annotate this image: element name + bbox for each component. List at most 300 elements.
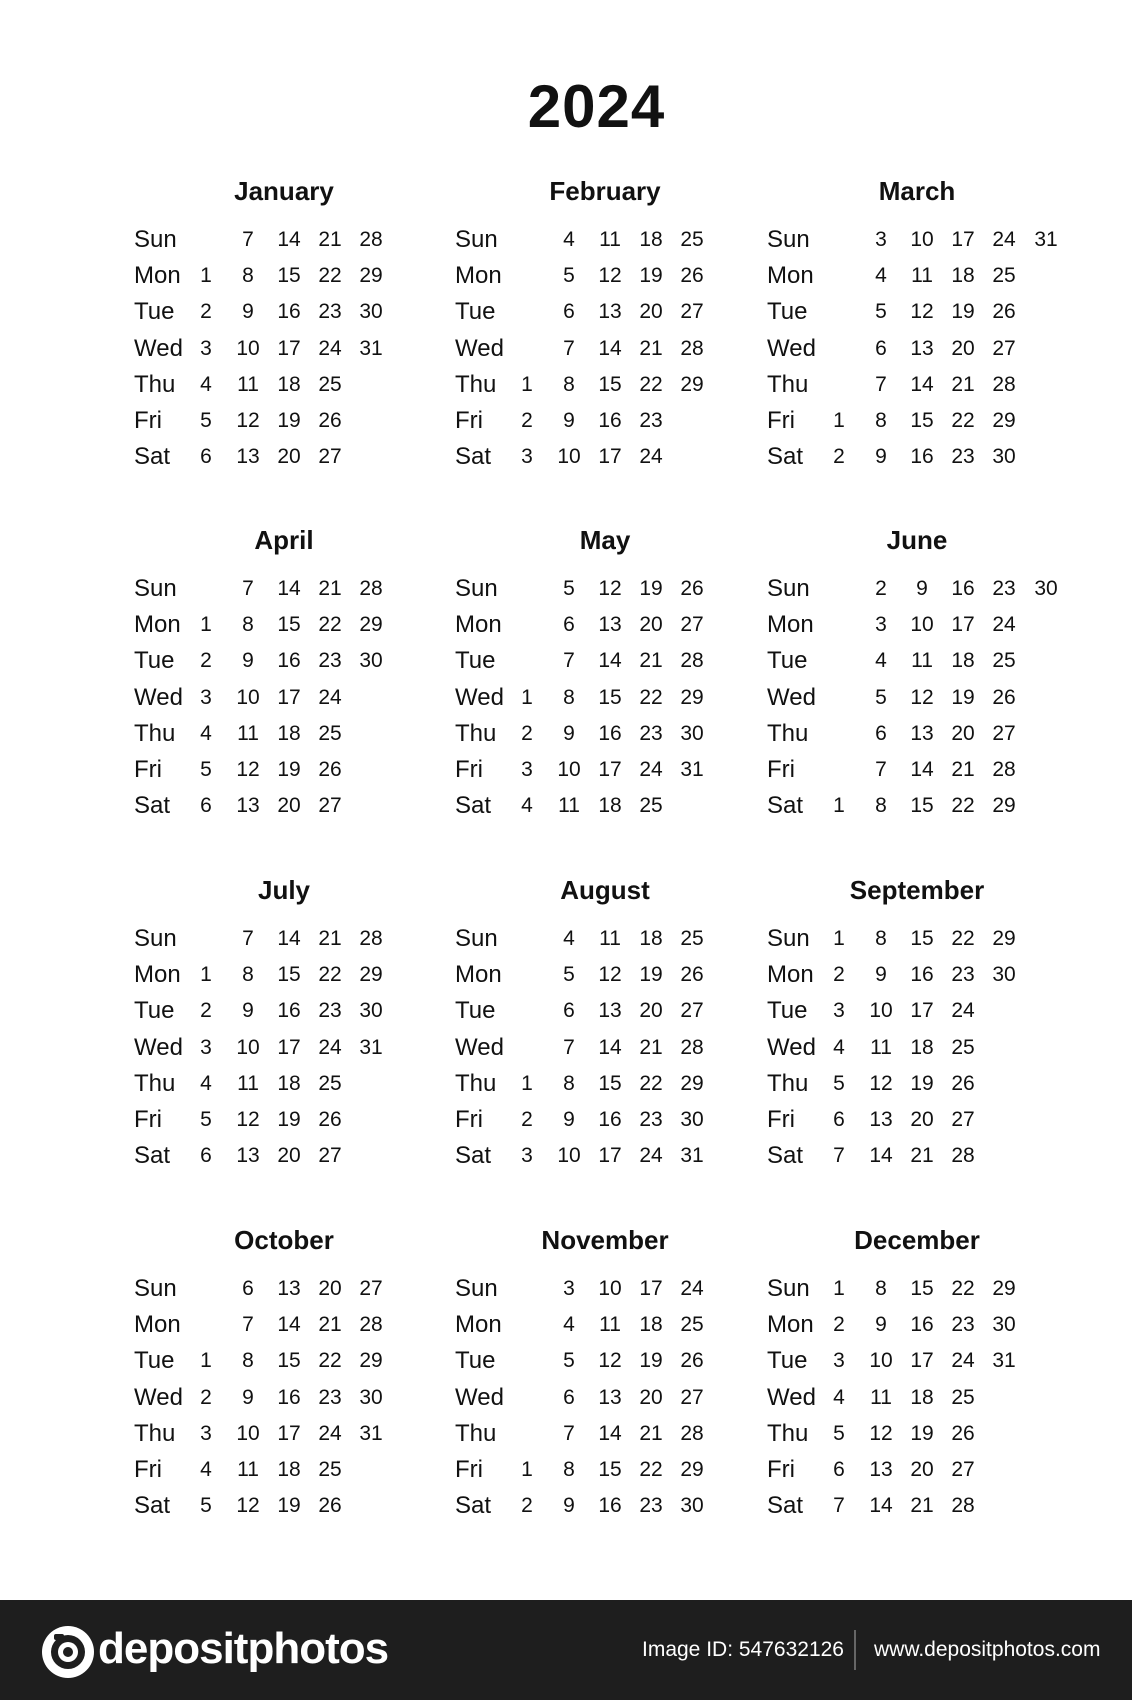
day-cell: 22 [318,1349,342,1373]
day-cell: 10 [598,1277,622,1300]
weekday-row [134,1420,484,1454]
day-cell: 19 [639,264,663,288]
day-cell: 30 [992,963,1016,987]
day-cell: 22 [639,1071,663,1095]
day-cell: 13 [598,613,622,637]
weekday-row [767,575,1117,609]
day-cell: 18 [598,794,622,818]
day-cell: 11 [237,1071,259,1095]
day-cell: 11 [599,228,621,251]
day-cell: 20 [277,1144,301,1168]
day-cell: 17 [598,445,622,469]
day-cell: 30 [359,999,383,1023]
day-cell: 13 [598,300,622,324]
day-cell: 28 [951,1144,975,1168]
day-cell: 20 [318,1277,342,1300]
day-cell: 24 [318,1421,342,1445]
day-cell: 27 [951,1108,975,1131]
weekday-label: Sat [134,1492,171,1520]
day-cell: 18 [910,1035,934,1059]
day-cell: 26 [318,1494,342,1518]
day-cell: 25 [680,1313,704,1337]
weekday-label: Fri [134,407,162,434]
weekday-row [455,407,805,441]
day-cell: 14 [598,649,622,673]
day-cell: 27 [992,336,1016,360]
day-cell: 20 [639,613,663,637]
day-cell: 8 [242,1349,254,1373]
weekday-label: Thu [455,719,497,747]
weekday-row [134,226,484,260]
weekday-row [767,1420,1117,1454]
day-cell: 21 [910,1144,934,1168]
weekday-label: Sat [767,1492,804,1520]
day-cell: 6 [833,1108,845,1131]
site-link[interactable]: www.depositphotos.com [874,1638,1101,1661]
day-cell: 15 [910,794,934,818]
day-cell: 8 [563,1458,575,1481]
weekday-row [455,1492,805,1526]
day-cell: 2 [200,1385,212,1409]
day-cell: 21 [951,372,975,396]
day-cell: 23 [639,1494,663,1518]
weekday-label: Fri [455,1106,483,1133]
weekday-row [455,443,805,477]
day-cell: 8 [875,794,887,818]
day-cell: 27 [359,1277,383,1300]
month-name: October [234,1225,334,1255]
weekday-row [767,720,1117,754]
weekday-label: Sat [767,792,804,820]
day-cell: 1 [521,1071,533,1095]
day-cell: 25 [318,1458,342,1481]
day-cell: 29 [680,1458,704,1481]
weekday-row [767,756,1117,790]
day-cell: 16 [598,721,622,745]
day-cell: 15 [277,613,301,637]
weekday-row [455,1142,805,1176]
day-cell: 21 [318,577,342,600]
weekday-label: Mon [455,611,502,639]
weekday-label: Wed [455,1383,504,1411]
day-cell: 13 [910,336,934,360]
weekday-row [134,1070,484,1104]
day-cell: 5 [833,1071,845,1095]
weekday-label: Sat [767,443,804,471]
weekday-label: Mon [767,961,814,989]
day-cell: 7 [563,1421,575,1445]
weekday-label: Tue [134,997,175,1025]
day-cell: 19 [910,1071,934,1095]
day-cell: 13 [598,1385,622,1409]
day-cell: 24 [318,336,342,360]
day-cell: 5 [875,300,887,324]
day-cell: 26 [680,963,704,987]
day-cell: 15 [598,1071,622,1095]
weekday-label: Tue [455,1347,496,1375]
weekday-label: Fri [767,1456,795,1483]
day-cell: 3 [200,1035,212,1059]
day-cell: 24 [318,685,342,709]
day-cell: 28 [951,1494,975,1518]
year-title: 2024 [527,73,666,140]
day-cell: 18 [277,1071,301,1095]
weekday-label: Wed [134,1033,183,1061]
day-cell: 30 [680,1108,704,1131]
day-cell: 16 [598,409,622,432]
day-cell: 5 [200,1108,212,1131]
day-cell: 26 [951,1421,975,1445]
day-cell: 30 [359,1385,383,1409]
day-cell: 31 [359,336,383,360]
weekday-row [767,443,1117,477]
day-cell: 10 [910,613,934,637]
weekday-label: Sat [134,443,171,471]
day-cell: 9 [242,1385,254,1409]
weekday-label: Mon [767,611,814,639]
weekday-label: Tue [455,997,496,1025]
weekday-row [767,1311,1117,1345]
day-cell: 20 [277,794,301,818]
weekday-row [767,925,1117,959]
day-cell: 22 [318,264,342,288]
weekday-row [134,1384,484,1418]
day-cell: 3 [563,1277,575,1300]
weekday-label: Wed [455,1033,504,1061]
weekday-label: Wed [455,683,504,711]
day-cell: 2 [521,1108,533,1131]
day-cell: 26 [951,1071,975,1095]
day-cell: 24 [639,758,663,781]
day-cell: 6 [563,300,575,324]
day-cell: 3 [875,613,887,637]
day-cell: 9 [242,300,254,324]
day-cell: 19 [639,1349,663,1373]
day-cell: 28 [359,577,383,600]
day-cell: 18 [951,649,975,673]
day-cell: 16 [277,999,301,1023]
day-cell: 26 [680,577,704,600]
day-cell: 5 [875,685,887,709]
day-cell: 17 [277,336,301,360]
day-cell: 7 [833,1144,845,1168]
day-cell: 8 [563,372,575,396]
day-cell: 7 [563,1035,575,1059]
day-cell: 23 [318,1385,342,1409]
day-cell: 23 [951,963,975,987]
weekday-label: Wed [134,683,183,711]
weekday-label: Wed [767,1033,816,1061]
month-september [767,875,1117,1205]
day-cell: 11 [870,1035,892,1059]
day-cell: 12 [236,1108,260,1131]
day-cell: 28 [992,758,1016,781]
day-cell: 4 [563,927,575,950]
day-cell: 6 [200,1144,212,1168]
day-cell: 16 [951,577,975,600]
day-cell: 19 [277,758,301,781]
day-cell: 28 [680,1035,704,1059]
day-cell: 8 [242,264,254,288]
day-cell: 16 [910,445,934,469]
weekday-label: Tue [767,298,808,326]
day-cell: 1 [200,613,212,637]
weekday-row [134,1275,484,1309]
day-cell: 14 [277,228,301,251]
day-cell: 1 [833,409,845,432]
day-cell: 22 [951,1277,975,1300]
weekday-label: Mon [134,611,181,639]
weekday-row [767,407,1117,441]
day-cell: 27 [318,794,342,818]
day-cell: 29 [359,264,383,288]
day-cell: 12 [869,1071,893,1095]
day-cell: 28 [680,1421,704,1445]
month-june [767,525,1117,855]
day-cell: 29 [680,1071,704,1095]
day-cell: 21 [951,758,975,781]
day-cell: 14 [598,336,622,360]
day-cell: 4 [833,1035,845,1059]
weekday-label: Sun [767,925,810,952]
weekday-label: Sun [767,226,810,253]
day-cell: 29 [359,613,383,637]
day-cell: 24 [680,1277,704,1300]
day-cell: 26 [992,685,1016,709]
day-cell: 1 [833,927,845,950]
day-cell: 23 [318,649,342,673]
day-cell: 3 [521,1144,533,1168]
weekday-row [455,611,805,645]
weekday-row [455,262,805,296]
weekday-label: Tue [455,298,496,326]
day-cell: 5 [200,409,212,432]
day-cell: 6 [200,445,212,469]
day-cell: 18 [639,927,663,950]
weekday-label: Sun [455,1275,498,1302]
day-cell: 14 [277,927,301,950]
weekday-row [134,298,484,332]
day-cell: 24 [639,1144,663,1168]
day-cell: 17 [639,1277,663,1300]
day-cell: 11 [599,1313,621,1337]
weekday-row [134,575,484,609]
weekday-row [767,1275,1117,1309]
weekday-row [134,1106,484,1140]
day-cell: 13 [236,794,260,818]
weekday-label: Fri [455,756,483,783]
day-cell: 23 [951,445,975,469]
day-cell: 28 [992,372,1016,396]
day-cell: 30 [992,445,1016,469]
day-cell: 11 [237,721,259,745]
weekday-row [134,756,484,790]
day-cell: 10 [236,1035,260,1059]
day-cell: 23 [992,577,1016,600]
day-cell: 18 [910,1385,934,1409]
day-cell: 19 [910,1421,934,1445]
day-cell: 12 [236,409,260,432]
weekday-row [767,792,1117,826]
month-name: February [549,176,661,206]
day-cell: 29 [992,1277,1016,1300]
day-cell: 17 [910,999,934,1023]
day-cell: 23 [639,721,663,745]
weekday-label: Thu [767,1069,809,1097]
weekday-row [455,684,805,718]
weekday-row [455,925,805,959]
day-cell: 1 [833,1277,845,1300]
day-cell: 10 [869,1349,893,1373]
day-cell: 26 [318,1108,342,1131]
weekday-row [767,335,1117,369]
day-cell: 9 [563,409,575,432]
day-cell: 8 [242,963,254,987]
weekday-row [455,961,805,995]
weekday-label: Sun [767,575,810,602]
day-cell: 23 [318,300,342,324]
brand-name: depositphotos [98,1624,389,1673]
day-cell: 31 [359,1035,383,1059]
weekday-label: Wed [767,1383,816,1411]
weekday-row [134,407,484,441]
day-cell: 1 [833,794,845,818]
weekday-label: Thu [134,1069,176,1097]
day-cell: 22 [639,685,663,709]
day-cell: 10 [869,999,893,1023]
weekday-row [134,647,484,681]
day-cell: 19 [639,577,663,600]
weekday-row [767,961,1117,995]
day-cell: 4 [200,372,212,396]
weekday-label: Wed [767,334,816,362]
day-cell: 17 [277,685,301,709]
day-cell: 17 [951,228,975,251]
day-cell: 11 [237,372,259,396]
day-cell: 8 [563,1071,575,1095]
weekday-row [134,1142,484,1176]
day-cell: 20 [639,300,663,324]
weekday-label: Sun [134,226,177,253]
month-name: July [257,875,311,905]
day-cell: 29 [680,372,704,396]
weekday-label: Sat [455,1142,492,1170]
day-cell: 7 [242,927,254,950]
weekday-label: Fri [455,1456,483,1483]
month-name: September [849,875,985,905]
weekday-label: Tue [767,997,808,1025]
day-cell: 19 [277,409,301,432]
day-cell: 12 [869,1421,893,1445]
day-cell: 25 [951,1035,975,1059]
weekday-label: Sun [455,575,498,602]
weekday-label: Mon [455,262,502,290]
day-cell: 6 [563,613,575,637]
day-cell: 14 [869,1494,893,1518]
day-cell: 19 [277,1108,301,1131]
weekday-label: Thu [134,370,176,398]
day-cell: 12 [598,1349,622,1373]
day-cell: 30 [359,649,383,673]
day-cell: 3 [200,685,212,709]
day-cell: 13 [869,1108,893,1131]
weekday-row [134,1456,484,1490]
day-cell: 4 [833,1385,845,1409]
day-cell: 13 [236,1144,260,1168]
weekday-label: Sun [134,1275,177,1302]
day-cell: 21 [639,1421,663,1445]
day-cell: 24 [992,613,1016,637]
day-cell: 30 [680,721,704,745]
day-cell: 13 [910,721,934,745]
weekday-row [455,335,805,369]
day-cell: 11 [870,1385,892,1409]
month-name: April [254,525,314,555]
day-cell: 28 [359,1313,383,1337]
day-cell: 21 [639,336,663,360]
day-cell: 31 [680,758,704,781]
day-cell: 12 [910,300,934,324]
weekday-row [455,1456,805,1490]
day-cell: 11 [237,1458,259,1481]
weekday-row [134,262,484,296]
day-cell: 2 [875,577,887,600]
day-cell: 19 [951,685,975,709]
day-cell: 22 [318,963,342,987]
weekday-label: Sat [134,1142,171,1170]
weekday-row [455,1034,805,1068]
day-cell: 13 [869,1458,893,1481]
day-cell: 17 [951,613,975,637]
day-cell: 4 [875,264,887,288]
weekday-label: Fri [134,756,162,783]
day-cell: 23 [318,999,342,1023]
day-cell: 1 [200,264,212,288]
day-cell: 19 [951,300,975,324]
day-cell: 17 [277,1421,301,1445]
weekday-label: Sat [455,1492,492,1520]
month-april [134,525,484,855]
day-cell: 31 [992,1349,1016,1373]
weekday-row [455,371,805,405]
weekday-row [134,371,484,405]
weekday-row [767,997,1117,1031]
weekday-row [455,1275,805,1309]
day-cell: 29 [992,794,1016,818]
day-cell: 22 [318,613,342,637]
day-cell: 10 [236,685,260,709]
weekday-label: Mon [134,1311,181,1339]
weekday-label: Thu [767,370,809,398]
day-cell: 13 [236,445,260,469]
day-cell: 14 [869,1144,893,1168]
day-cell: 6 [875,721,887,745]
day-cell: 27 [680,300,704,324]
day-cell: 18 [277,721,301,745]
day-cell: 24 [318,1035,342,1059]
weekday-label: Thu [455,1419,497,1447]
weekday-row [767,611,1117,645]
weekday-label: Wed [134,334,183,362]
day-cell: 1 [200,1349,212,1373]
weekday-label: Mon [767,1311,814,1339]
day-cell: 20 [639,1385,663,1409]
weekday-label: Sat [767,1142,804,1170]
weekday-label: Tue [767,1347,808,1375]
day-cell: 7 [242,1313,254,1337]
day-cell: 22 [951,409,975,432]
weekday-label: Sat [134,792,171,820]
